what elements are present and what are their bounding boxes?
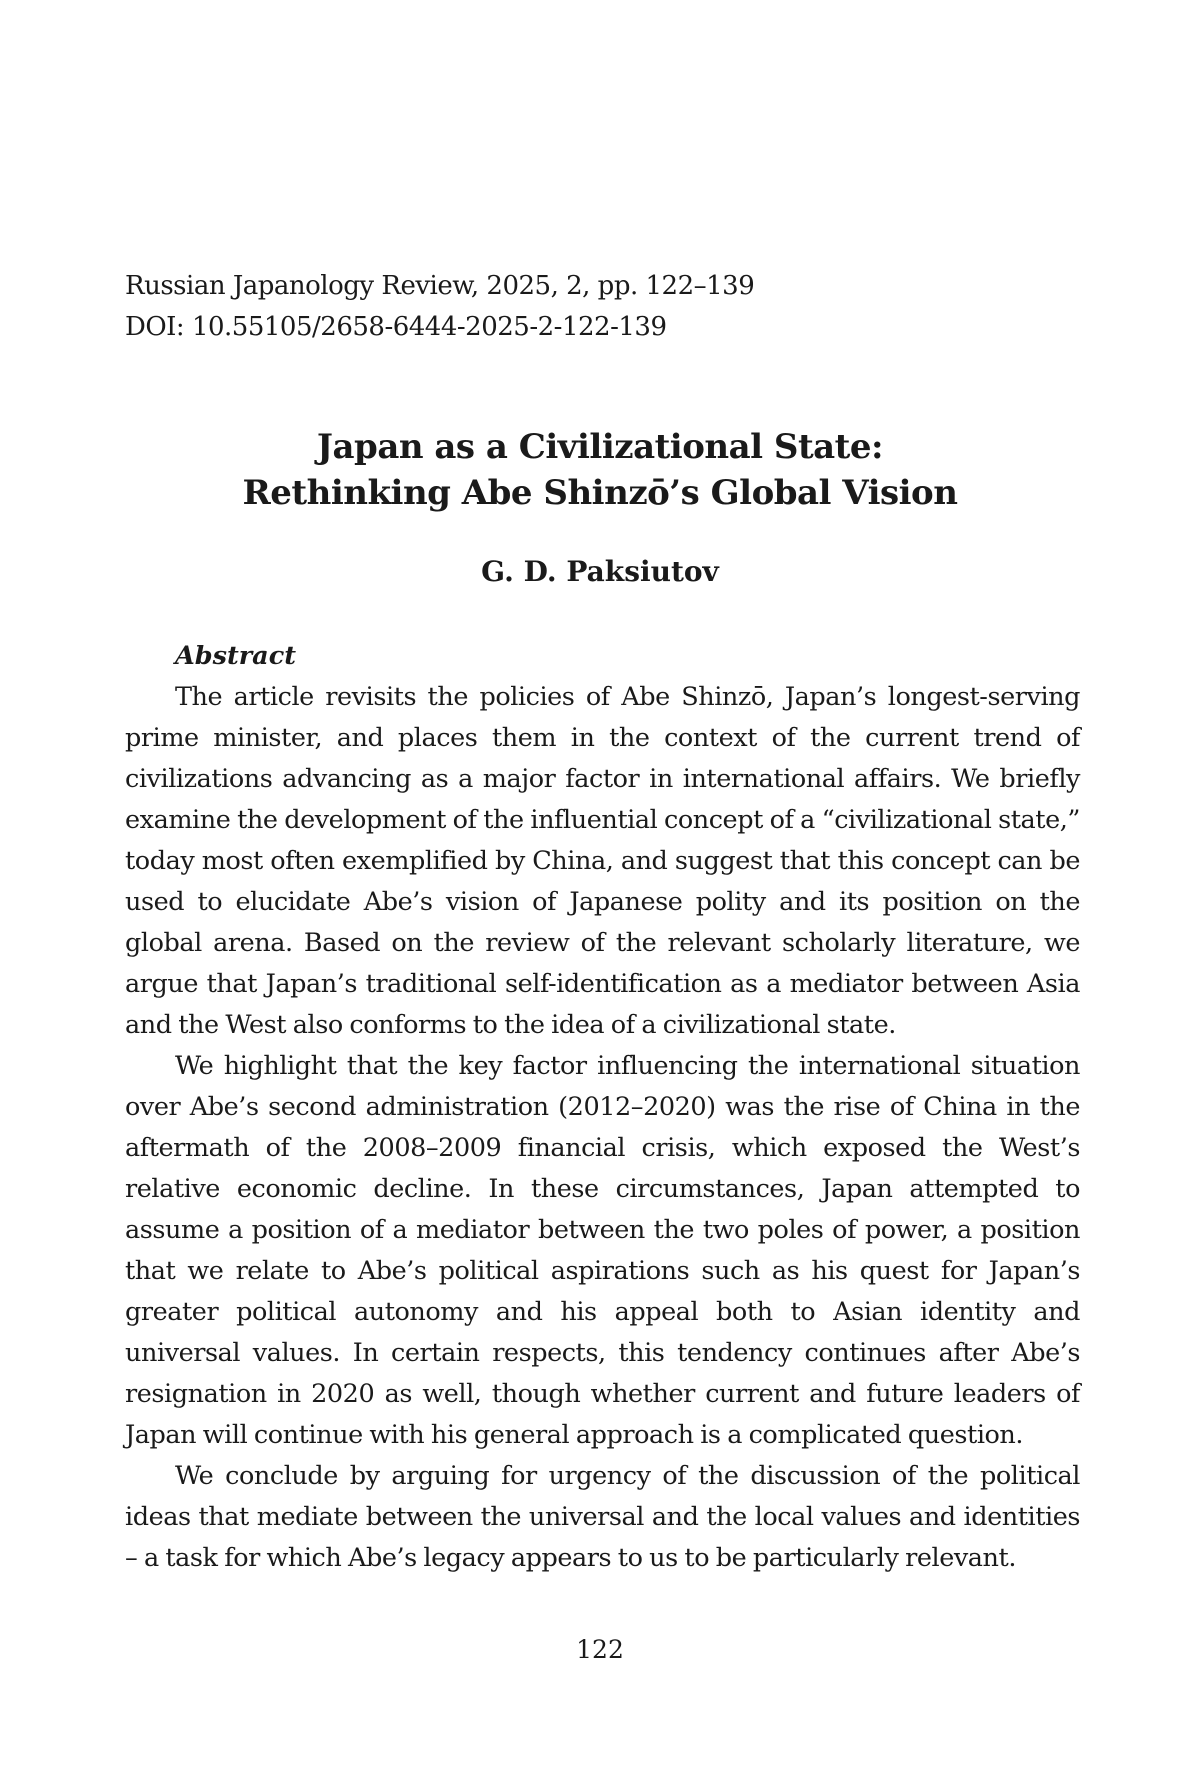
- title-line-2: Rethinking Abe Shinzō’s Global Vision: [242, 473, 958, 513]
- doi-line: DOI: 10.55105/2658-6444-2025-2-122-139: [125, 312, 667, 342]
- title-line-1: Japan as a Civilizational State:: [316, 427, 884, 467]
- abstract-paragraph-2: We highlight that the key factor influencing the international situation over Abe’s second administration (2012–2020) was the rise of China in the aftermath of the 2008–2009 financial crisis, which exposed the West’s relative economic decline. In these circumstances, Japan attempted to assume a position of a mediator between the two poles of power, a position that we relate to Abe’s political aspirations such as his quest for Japan’s greater political autonomy and his appeal both to Asian identity and universal values. In certain respects, this tendency continues after Abe’s resignation in 2020 as well, though whether current and future leaders of Japan will continue with his general approach is a complicated question.: [125, 1051, 1080, 1450]
- journal-line: Russian Japanology Review, 2025, 2, pp. 122–139: [125, 271, 755, 301]
- journal-citation: [125, 266, 1075, 348]
- author-name: G. D. Paksiutov: [481, 555, 719, 588]
- abstract-section: [125, 636, 1080, 1579]
- page-number: 122: [576, 1635, 624, 1664]
- abstract-paragraph-3: We conclude by arguing for urgency of the discussion of the political ideas that mediate between the universal and the local values and identities – a task for which Abe’s legacy appears to us to be particularly relevant.: [125, 1461, 1080, 1573]
- article-title: [125, 424, 1075, 516]
- abstract-heading: Abstract: [175, 641, 297, 671]
- abstract-paragraph-1: The article revisits the policies of Abe Shinzō, Japan’s longest-serving prime minister, and places them in the context of the current trend of civilizations advancing as a major factor in international affairs. We briefly examine the development of the influential concept of a “civilizational state,” today most often exemplified by China, and suggest that this concept can be used to elucidate Abe’s vision of Japanese polity and its position on the global arena. Based on the review of the relevant scholarly literature, we argue that Japan’s traditional self-identification as a mediator between Asia and the West also conforms to the idea of a civilizational state.: [125, 682, 1080, 1040]
